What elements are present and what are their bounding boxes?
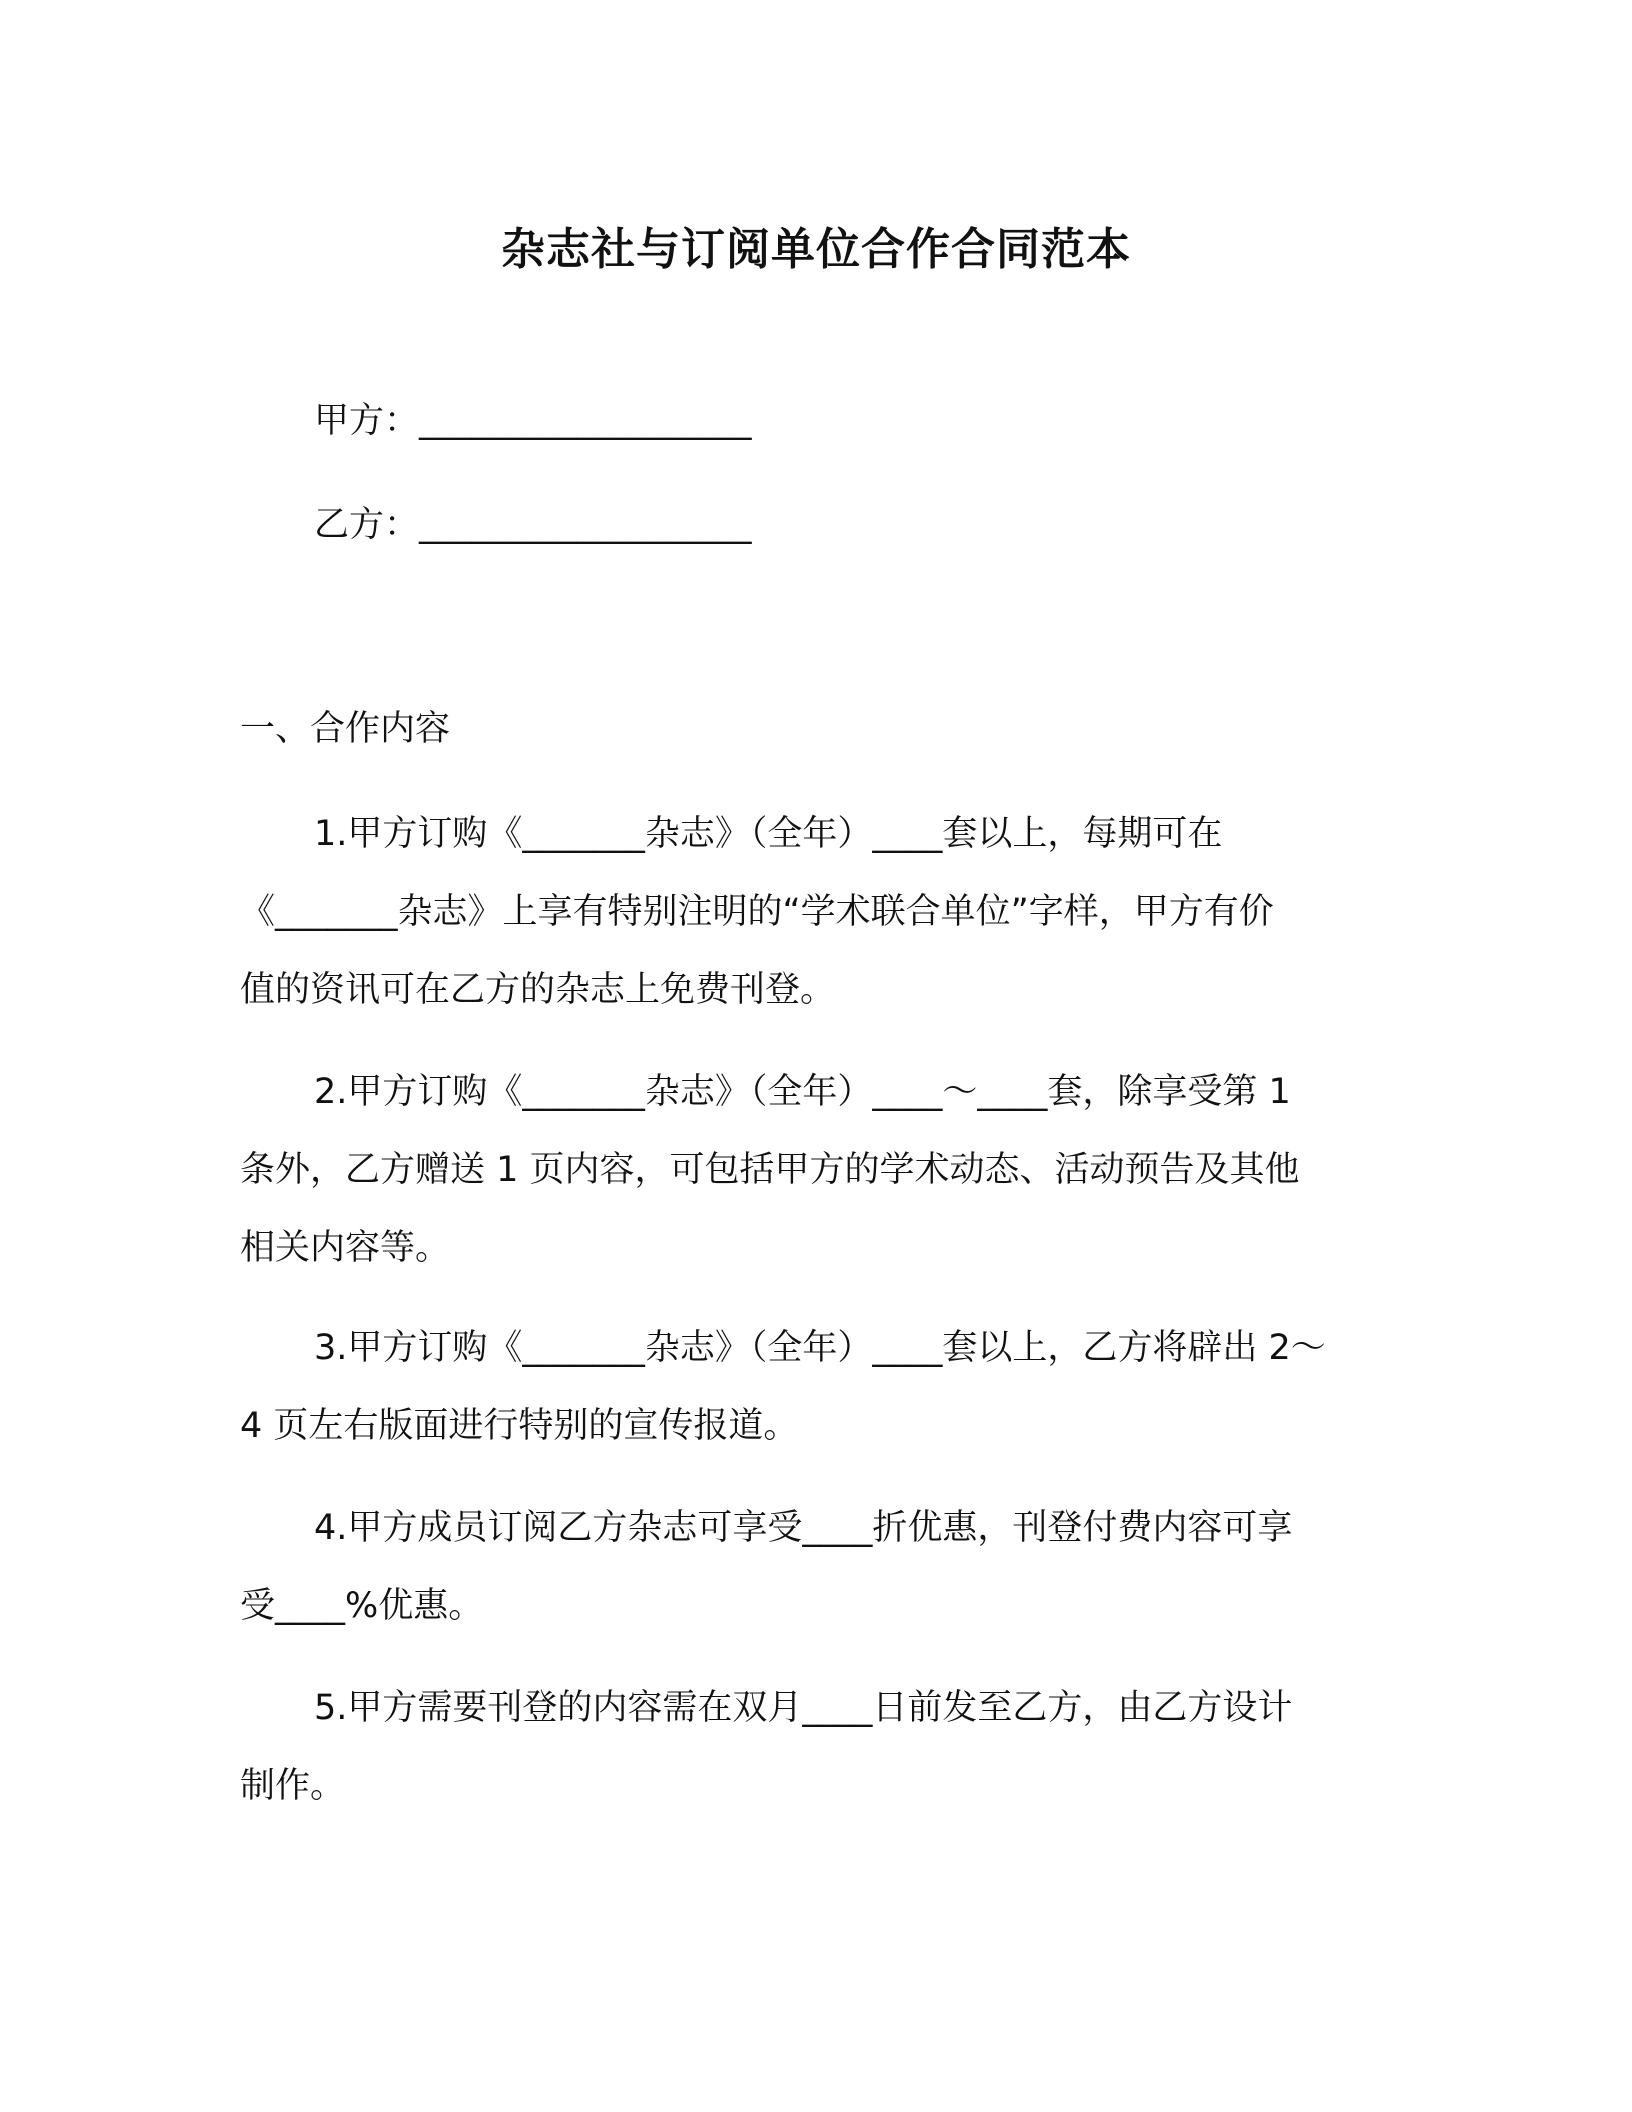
clause-5-line-1: 5.甲方需要刊登的内容需在双月____日前发至乙方，由乙方设计 (314, 1688, 1293, 1728)
clause-3-line-2: 4 页左右版面进行特别的宣传报道。 (240, 1406, 799, 1446)
party-a-line: 甲方：___________________ (314, 401, 752, 441)
clause-2-line-3: 相关内容等。 (240, 1228, 451, 1268)
document-title: 杂志社与订阅单位合作合同范本 (501, 224, 1131, 275)
clause-4 (240, 1489, 1400, 1645)
clause-4-line-2: 受____%优惠。 (240, 1586, 484, 1626)
section-heading-cooperation: 一、合作内容 (240, 709, 451, 749)
clause-5 (240, 1669, 1400, 1825)
clause-1 (240, 795, 1400, 1029)
clause-5-line-2: 制作。 (240, 1766, 346, 1806)
clause-1-line-3: 值的资讯可在乙方的杂志上免费刊登。 (240, 970, 836, 1010)
clause-4-line-1: 4.甲方成员订阅乙方杂志可享受____折优惠，刊登付费内容可享 (314, 1508, 1293, 1548)
clause-1-line-2: 《_______杂志》上享有特别注明的“学术联合单位”字样，甲方有价 (240, 892, 1274, 932)
clause-2-line-1: 2.甲方订购《_______杂志》（全年）____～____套，除享受第 1 (314, 1072, 1291, 1112)
clause-3 (240, 1309, 1400, 1465)
clause-2-line-2: 条外，乙方赠送 1 页内容，可包括甲方的学术动态、活动预告及其他 (240, 1150, 1300, 1190)
clause-2 (240, 1053, 1400, 1287)
party-b-line: 乙方：___________________ (314, 505, 752, 545)
clause-3-line-1: 3.甲方订购《_______杂志》（全年）____套以上，乙方将辟出 2～ (314, 1328, 1326, 1368)
clause-1-line-1: 1.甲方订购《_______杂志》（全年）____套以上，每期可在 (314, 814, 1223, 854)
